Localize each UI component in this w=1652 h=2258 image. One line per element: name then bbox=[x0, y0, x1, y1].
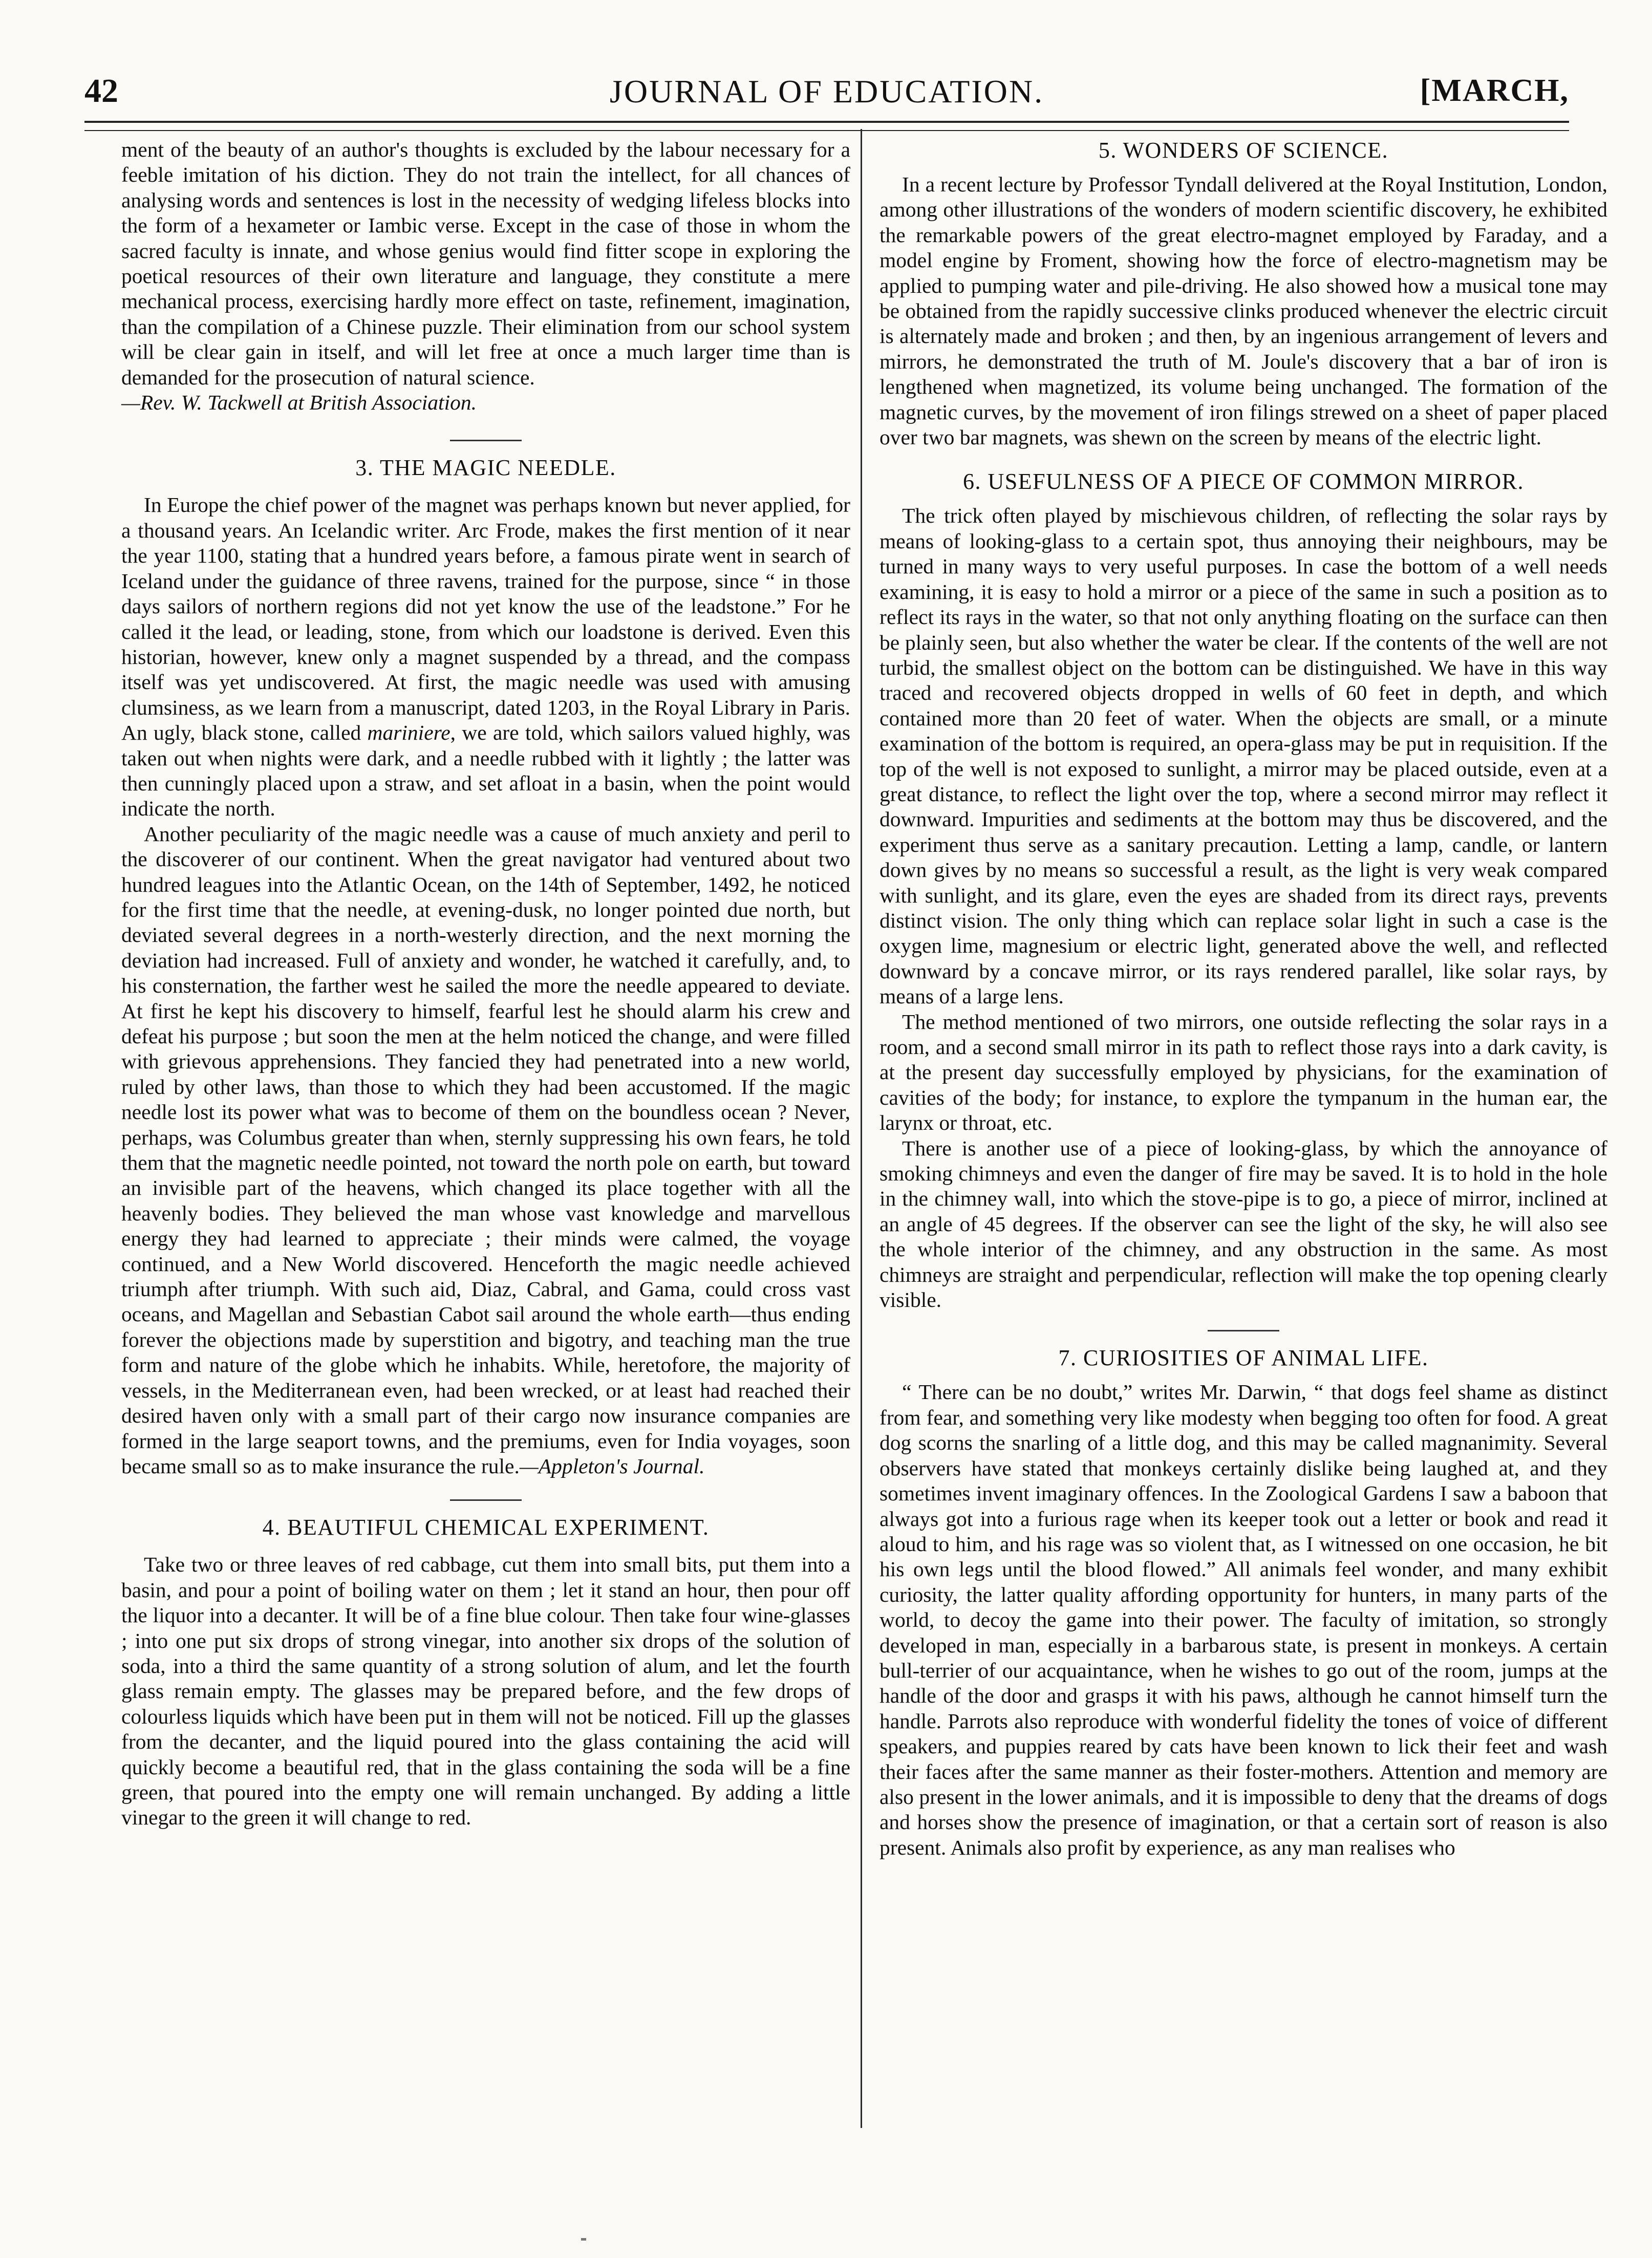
section-title-animal-life: 7. CURIOSITIES OF ANIMAL LIFE. bbox=[1058, 1345, 1429, 1371]
paragraph-text: , we are told, which sailors valued highly, was taken out when nights were dark, and a needle rubbed with it lightly ; the latter was then cunningly placed upon a straw, and set afloat in a basin, when the point would indicate the north. bbox=[121, 721, 850, 821]
magic-needle-paragraph-1 bbox=[121, 492, 850, 821]
magic-needle-attribution: —Appleton's Journal. bbox=[519, 1454, 705, 1478]
page-header bbox=[84, 72, 1569, 113]
paragraph-text: Another peculiarity of the magic needle was a cause of much anxiety and peril to the discoverer of our continent. When the great navigator had ventured about two hundred leagues into the Atlantic Ocean, on the 14th of September, 1492, he noticed for the first time that the needle, at evening-dusk, no longer pointed due north, but deviated several degrees in a north-westerly direction, and the next morning the deviation had increased. Full of anxiety and wonder, he watched it carefully, and, to his consternation, the farther west he sailed the more the needle appeared to deviate. At first he kept his discovery to himself, fearful lest he should alarm his crew and defeat his purpose ; but soon the men at the helm noticed the change, and were filled with grievous apprehensions. They fancied they had penetrated into a new world, ruled by other laws, than those to which they had been accustomed. If the magic needle lost its power what was to become of them on the boundless ocean ? Never, perhaps, was Columbus greater than when, sternly suppressing his own fears, he told them that the magnetic needle pointed, not toward the north pole on earth, but toward an invisible part of the heavens, which changed its place together with all the heavenly bodies. They believed the man whose vast knowledge and marvellous energy they had learned to appreciate ; their minds were calmed, the voyage continued, and a New World discovered. Henceforth the magic needle achieved triumph after triumph. With such aid, Diaz, Cabral, and Gama, could cross vast oceans, and Magellan and Sebastian Cabot sail around the whole earth—thus ending forever the objections made by superstition and bigotry, and teaching man the true form and nature of the globe which he inhabits. While, heretofore, the majority of vessels, in the Mediterranean even, had been wrecked, or at least had reached their desired haven only with a small part of their cargo now insurance companies are formed in the large seaport towns, and the premiums, even for India voyages, soon became small so as to make insurance the rule. bbox=[121, 822, 850, 1478]
mirror-paragraph-2: The method mentioned of two mirrors, one outside reflecting the solar rays in a room, and a second small mirror in its path to reflect those rays into a dark cavity, is at the present day successfully employed by physicians, for the examination of cavities of the body; for instance, to explore the tympanum in the human ear, the larynx or throat, etc. bbox=[879, 1009, 1607, 1135]
paragraph-text: In Europe the chief power of the magnet was perhaps known but never applied, for a thousand years. An Icelandic writer. Arc Frode, makes the first mention of it near the year 1100, stating that a hundred years before, a famous pirate went in search of Iceland under the guidance of three ravens, trained for the purpose, since “ in those days sailors of northern regions did not yet know the use of the leadstone.” For he called it the lead, or leading, stone, from which our loadstone is derived. Even this historian, however, knew only a magnet suspended by a thread, and the compass itself was yet undiscovered. At first, the magic needle was used with amusing clumsiness, as we learn from a manuscript, dated 1203, in the Royal Library in Paris. An ugly, black stone, called bbox=[121, 493, 850, 745]
italic-term: mariniere bbox=[367, 721, 450, 745]
continued-attribution: —Rev. W. Tackwell at British Association. bbox=[121, 391, 477, 415]
print-mark bbox=[581, 2238, 586, 2241]
section-title-magic-needle: 3. THE MAGIC NEEDLE. bbox=[355, 455, 616, 481]
header-rule bbox=[84, 121, 1569, 131]
continued-paragraph bbox=[121, 137, 850, 415]
right-column bbox=[879, 137, 1607, 1860]
mirror-paragraph-3: There is another use of a piece of looking-glass, by which the annoyance of smoking chimneys and even the danger of fire may be saved. It is to hold in the hole in the chimney wall, into which the stove-pipe is to go, a piece of mirror, inclined at an angle of 45 degrees. If the observer can see the light of the sky, he will also see the whole interior of the chimney, and any obstruction in the same. As most chimneys are straight and perpendicular, reflection will make the top opening clearly visible. bbox=[879, 1136, 1607, 1312]
continued-text: ment of the beauty of an author's thoughts is excluded by the labour necessary for a feeble imitation of his diction. They do not train the intellect, for all chances of analysing words and sentences is lost in the necessity of wedging lifeless blocks into the form of a hexameter or Iambic verse. Except in the case of those in whom the sacred faculty is innate, and whose genius would find fitter scope in exploring the poetical resources of their own literature and language, they constitute a mere mechanical process, exercising hardly more effect on taste, refinement, imagination, than the compilation of a Chinese puzzle. Their elimination from our school system will be clear gain in itself, and will let free at once a much larger time than is demanded for the prosecution of natural science. bbox=[121, 138, 850, 389]
section-title-common-mirror: 6. USEFULNESS OF A PIECE OF COMMON MIRROR. bbox=[963, 469, 1524, 494]
journal-title: JOURNAL OF EDUCATION. bbox=[609, 73, 1044, 110]
left-column bbox=[121, 137, 850, 1831]
column-divider bbox=[861, 129, 862, 2128]
section-title-wonders-of-science: 5. WONDERS OF SCIENCE. bbox=[1098, 138, 1389, 163]
issue-month: [MARCH, bbox=[1420, 73, 1569, 108]
mirror-paragraph-1: The trick often played by mischievous children, of reflecting the solar rays by means of looking-glass to a certain spot, thus annoying their neighbours, may be turned in many ways to very useful purposes. In case the bottom of a well needs examining, it is easy to hold a mirror or a piece of the same in such a position as to reflect its rays in the water, so that not only anything floating on the surface can then be plainly seen, but also whether the water be clear. If the contents of the well are not turbid, the smallest object on the bottom can be distinguished. We have in this way traced and recovered objects dropped in wells of 60 feet in depth, and which contained more than 20 feet of water. When the objects are small, or a minute examination of the bottom is required, an opera-glass may be put in requisition. If the top of the well is not exposed to sunlight, a mirror may be placed outside, even at a great distance, to reflect the light over the top, where a second mirror may reflect it downward. Impurities and sediments at the bottom may thus be discovered, and the experiment thus serve as a sanitary precaution. Letting a lamp, candle, or lantern down gives by no means so successful a result, as the light is very weak compared with sunlight, and its glare, even the eyes are shaded from its direct rays, prevents distinct vision. The only thing which can replace solar light in such a case is the oxygen lime, magnesium or electric light, generated above the well, and reflected downward by a concave mirror, or its rays rendered parallel, like solar rays, by means of a large lens. bbox=[879, 504, 1607, 1008]
section-title-chemical-experiment: 4. BEAUTIFUL CHEMICAL EXPERIMENT. bbox=[262, 1515, 710, 1540]
wonders-paragraph: In a recent lecture by Professor Tyndall delivered at the Royal Institution, London, among other illustrations of the wonders of modern scientific discovery, he exhibited the remarkable powers of the great electro-magnet employed by Faraday, and a model engine by Froment, showing how the force of electro-magnetism may be applied to pumping water and pile-driving. He also showed how a musical tone may be obtained from the rapidly successive clinks produced whenever the electric circuit is alternately made and broken ; and then, by an ingenious arrangement of levers and mirrors, he demonstrated the truth of M. Joule's discovery that a bar of iron is lengthened when magnetized, its volume being unchanged. The formation of the magnetic curves, by the movement of iron filings strewed on a sheet of paper placed over two bar magnets, was shewn on the screen by means of the electric light. bbox=[879, 173, 1607, 449]
page-number: 42 bbox=[84, 72, 118, 110]
magic-needle-paragraph-2 bbox=[121, 822, 850, 1479]
animal-life-paragraph: “ There can be no doubt,” writes Mr. Darwin, “ that dogs feel shame as distinct from fear, and something very like modesty when begging too often for food. A great dog scorns the snarling of a little dog, and this may be called magnanimity. Several observers have stated that monkeys certainly dislike being laughed at, and they sometimes invent imaginary offences. In the Zoological Gardens I saw a baboon that always got into a furious rage when its keeper took out a letter or book and read it aloud to him, and his rage was so violent that, as I witnessed on one occasion, he bit his own legs until the blood flowed.” All animals feel wonder, and many exhibit curiosity, the latter quality affording opportunity for hunters, in many parts of the world, to decoy the game into their power. The faculty of imitation, so strongly developed in man, especially in a barbarous state, is present in monkeys. A certain bull-terrier of our acquaintance, when he wishes to go out of the room, jumps at the handle of the door and grasps it with his paws, although he cannot himself turn the handle. Parrots also reproduce with wonderful fidelity the tones of voice of different speakers, and puppies reared by cats have been known to lick their feet and wash their faces after the same manner as their foster-mothers. Attention and memory are also present in the lower animals, and it is impossible to deny that the dreams of dogs and horses show the presence of imagination, or that a certain sort of reason is also present. Animals also profit by experience, as any man realises who bbox=[879, 1380, 1607, 1859]
chemical-experiment-paragraph: Take two or three leaves of red cabbage, cut them into small bits, put them into a basin, and pour a point of boiling water on them ; let it stand an hour, then pour off the liquor into a decanter. It will be of a fine blue colour. Then take four wine-glasses ; into one put six drops of strong vinegar, into another six drops of the solution of soda, into a third the same quantity of a strong solution of alum, and let the fourth glass remain empty. The glasses may be prepared before, and the few drops of colourless liquids which have been put in them will not be noticed. Fill up the glasses from the decanter, and the liquid poured into the glass containing the acid will quickly become a beautiful red, that in the glass containing the soda will be a fine green, that poured into the empty one will remain unchanged. By adding a little vinegar to the green it will change to red. bbox=[121, 1553, 850, 1830]
